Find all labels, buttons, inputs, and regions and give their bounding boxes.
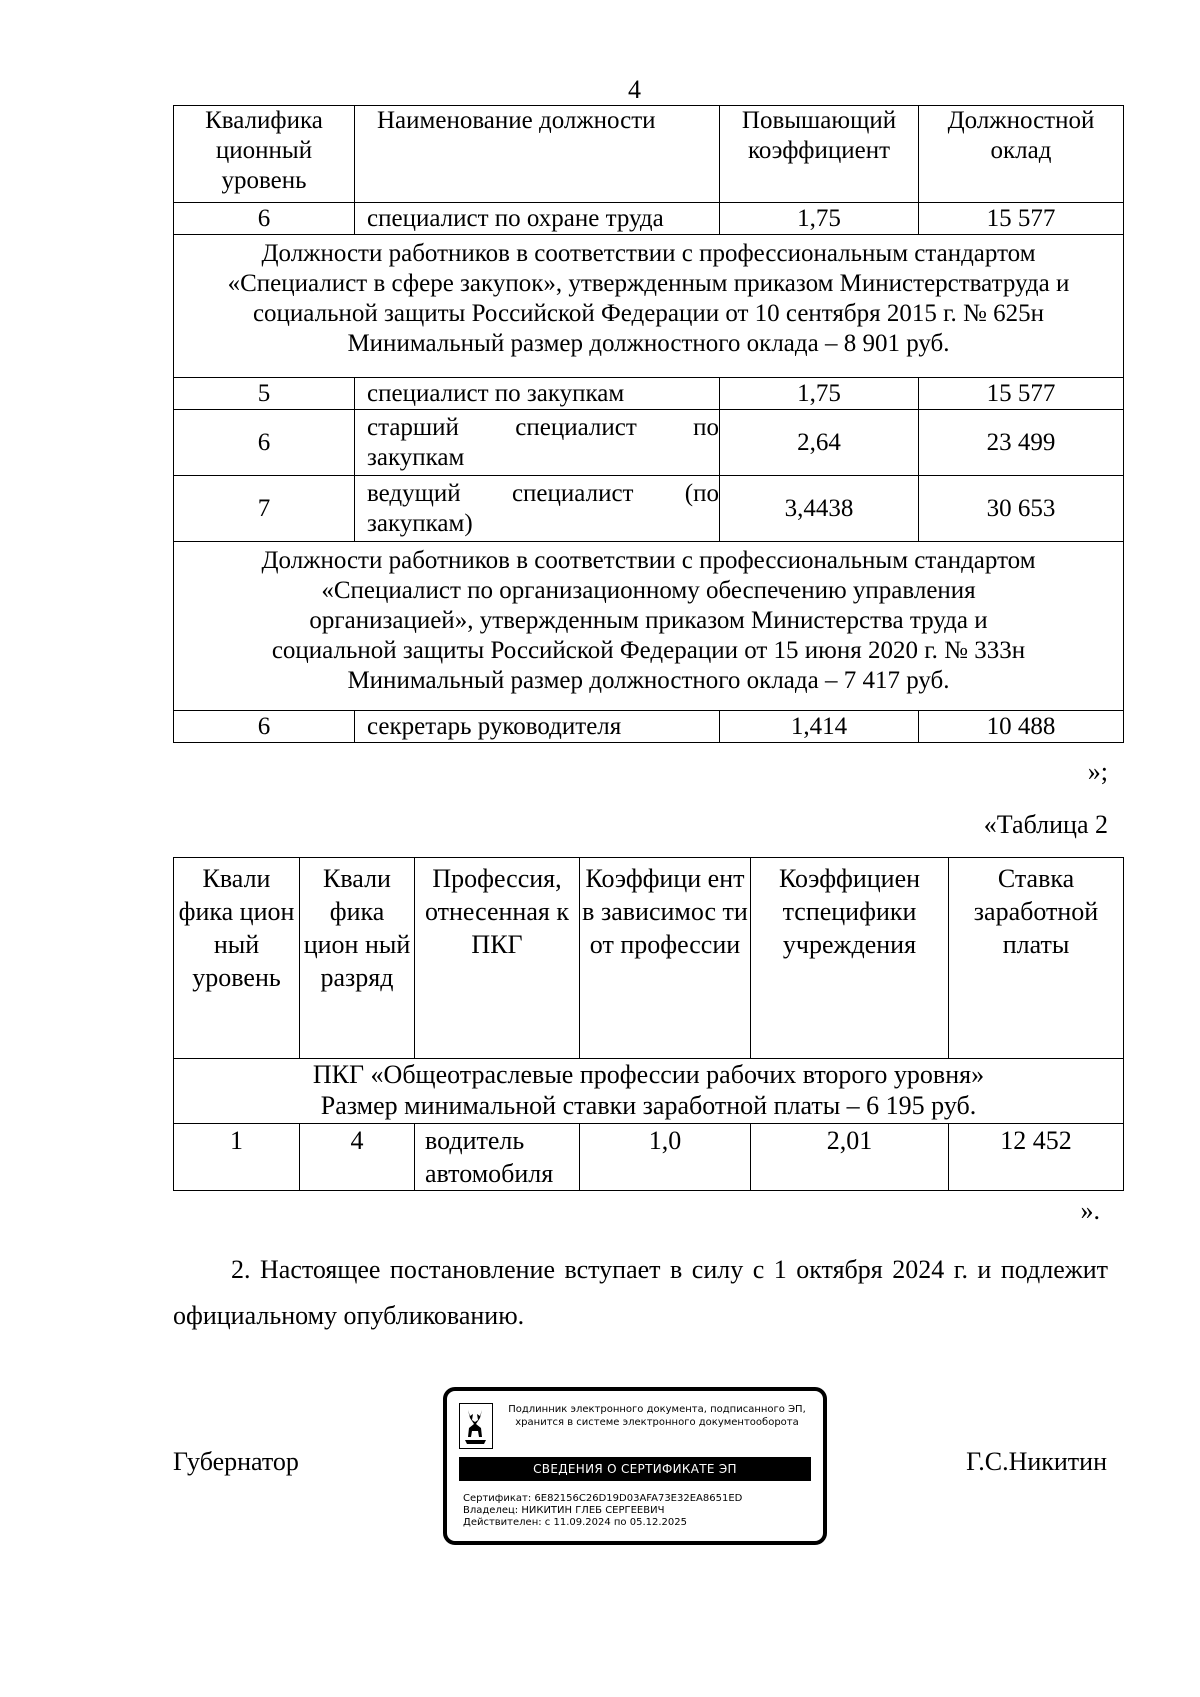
section-line: «Специалист по организационному обеспечению управления	[321, 577, 976, 604]
certificate-validity: Действителен: с 11.09.2024 по 05.12.2025	[463, 1517, 687, 1528]
position-line: старший специалист по	[367, 413, 719, 441]
stamp-notice-line: Подлинник электронного документа, подписанного ЭП,	[508, 1404, 806, 1415]
table-row	[174, 410, 1124, 476]
cell-position: специалист по охране труда	[355, 203, 720, 235]
table-header-row	[174, 858, 1124, 1059]
column-header-grade: Квали фика цион ный разряд	[300, 858, 415, 1059]
cell-coefficient: 1,75	[720, 378, 919, 410]
table-row	[174, 711, 1124, 743]
certificate-owner: Владелец: НИКИТИН ГЛЕБ СЕРГЕЕВИЧ	[463, 1505, 665, 1516]
cell-coefficient: 1,414	[720, 711, 919, 743]
column-header-salary: Должностной оклад	[919, 106, 1124, 203]
section-heading-pkg	[174, 1059, 1124, 1124]
position-line: закупкам)	[367, 509, 473, 537]
section-line: социальной защиты Российской Федерации от 10 сентября 2015 г. № 625н	[252, 300, 1045, 327]
stamp-notice-line: хранится в системе электронного документооборота	[515, 1417, 799, 1428]
stamp-title-bar: СВЕДЕНИЯ О СЕРТИФИКАТЕ ЭП	[459, 1457, 811, 1481]
section-line: ПКГ «Общеотраслевые профессии рабочих второго уровня»	[312, 1060, 985, 1089]
stamp-notice	[497, 1403, 817, 1429]
position-line: закупкам	[367, 443, 465, 471]
column-header-level: Квалифика ционный уровень	[174, 106, 355, 203]
cell-position	[355, 410, 720, 476]
table-caption: «Таблица 2	[983, 810, 1108, 839]
section-line: Минимальный размер должностного оклада – 7 417 руб.	[347, 667, 950, 694]
cell-coefficient: 2,64	[720, 410, 919, 476]
closing-quote: ».	[1080, 1196, 1100, 1225]
column-header-coefficient: Повышающий коэффициент	[720, 106, 919, 203]
section-line: Должности работников в соответствии с профессиональным стандартом	[261, 547, 1036, 574]
section-line: организацией», утвержденным приказом Министерства труда и	[309, 607, 988, 634]
closing-quote: »;	[1087, 757, 1108, 786]
cell-position: секретарь руководителя	[355, 711, 720, 743]
column-header-level: Квали фика цион ный уровень	[174, 858, 300, 1059]
paragraph-text: 2. Настоящее постановление вступает в силу с 1 октября 2024 г. и подлежит официальному опубликованию.	[173, 1255, 1108, 1330]
cell-level: 6	[174, 410, 355, 476]
section-row	[174, 542, 1124, 711]
column-header-institution-coefficient: Коэффициен тспецифики учреждения	[751, 858, 949, 1059]
signer-title: Губернатор	[173, 1447, 299, 1476]
coat-of-arms-icon	[459, 1403, 493, 1449]
cell-coefficient: 1,75	[720, 203, 919, 235]
effective-date-paragraph	[173, 1247, 1108, 1339]
cell-institution-coefficient: 2,01	[751, 1124, 949, 1191]
stamp-details	[463, 1493, 742, 1529]
section-line: Размер минимальной ставки заработной платы – 6 195 руб.	[320, 1091, 977, 1120]
cell-level: 6	[174, 711, 355, 743]
cell-salary: 30 653	[919, 476, 1124, 542]
cell-wage-rate: 12 452	[949, 1124, 1124, 1191]
table-row	[174, 476, 1124, 542]
section-row	[174, 235, 1124, 378]
section-row	[174, 1059, 1124, 1124]
cell-level: 7	[174, 476, 355, 542]
section-line: Должности работников в соответствии с профессиональным стандартом	[261, 240, 1036, 267]
table-row	[174, 378, 1124, 410]
column-header-wage-rate: Ставка заработной платы	[949, 858, 1124, 1059]
column-header-profession: Профессия, отнесенная к ПКГ	[415, 858, 580, 1059]
cell-position: специалист по закупкам	[355, 378, 720, 410]
positions-table	[173, 105, 1124, 743]
position-line: ведущий специалист (по	[367, 479, 719, 507]
table-header-row	[174, 106, 1124, 203]
section-line: «Специалист в сфере закупок», утвержденным приказом Министерстватруда и	[227, 270, 1070, 297]
cell-profession-coefficient: 1,0	[580, 1124, 751, 1191]
section-line: социальной защиты Российской Федерации от 15 июня 2020 г. № 333н	[271, 637, 1026, 664]
table-row	[174, 1124, 1124, 1191]
cell-level: 6	[174, 203, 355, 235]
cell-level: 1	[174, 1124, 300, 1191]
column-header-position: Наименование должности	[355, 106, 720, 203]
section-line: Минимальный размер должностного оклада – 8 901 руб.	[347, 330, 950, 357]
cell-salary: 15 577	[919, 378, 1124, 410]
cell-salary: 15 577	[919, 203, 1124, 235]
certificate-number: Сертификат: 6E82156C26D19D03AFA73E32EA8651ED	[463, 1493, 743, 1504]
column-header-profession-coefficient: Коэффици ент в зависимос ти от профессии	[580, 858, 751, 1059]
cell-coefficient: 3,4438	[720, 476, 919, 542]
cell-salary: 10 488	[919, 711, 1124, 743]
cell-profession: водитель автомобиля	[415, 1124, 580, 1191]
e-signature-stamp	[443, 1387, 827, 1545]
cell-salary: 23 499	[919, 410, 1124, 476]
signer-name: Г.С.Никитин	[966, 1447, 1107, 1476]
table-row	[174, 203, 1124, 235]
cell-grade: 4	[300, 1124, 415, 1191]
section-heading-procurement	[174, 235, 1124, 378]
cell-position	[355, 476, 720, 542]
section-heading-office-management	[174, 542, 1124, 711]
cell-level: 5	[174, 378, 355, 410]
professions-table	[173, 857, 1124, 1191]
page-number: 4	[628, 75, 641, 104]
